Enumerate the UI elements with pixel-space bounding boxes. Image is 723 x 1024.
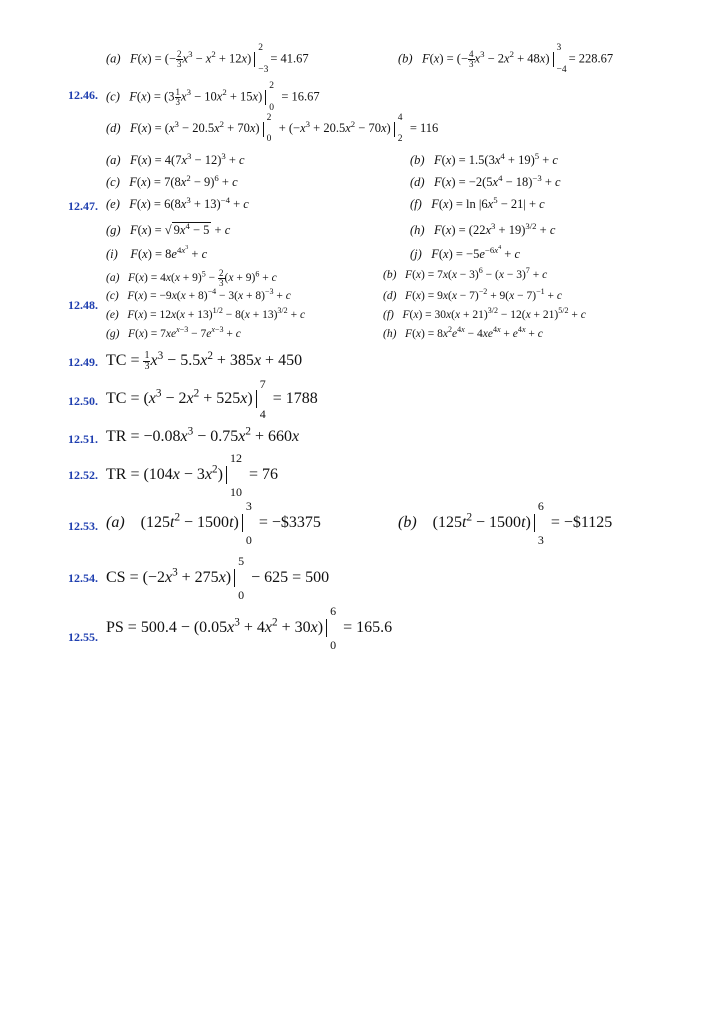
answer-12-52: TR = $(104x - 3x^2)$ 12 10 = 76 bbox=[106, 451, 278, 500]
answer-12-55: PS = $500.4 - (0.05x^3 + 4x^2 + 30x)$ 6 0 = 165.6 bbox=[106, 604, 393, 653]
answer-12-50: TC = $(x^3 - 2x^2 + 525x)$ 7 4 = 1788 bbox=[106, 377, 318, 422]
answer-12-46-d: (d) $F(x) = (x^3 - 20.5x^2 + 70x)$ 2 0 + $(-x^3 + 20.5x^2 - 70x)$ 4 2 = 116 bbox=[106, 112, 439, 145]
problem-number: 12.46. bbox=[68, 88, 98, 102]
answer-12-47-b: (b) $F(x) = 1.5(3x^4 + 19)^5 + c$ bbox=[410, 150, 558, 167]
problem-number: 12.47. bbox=[68, 199, 98, 213]
problem-number: 12.50. bbox=[68, 394, 98, 408]
eval-bar: 2 0 bbox=[263, 122, 276, 137]
answer-12-46-b: (b) F(x) = (− $\frac{4}{3}$ $x^3 - 2x^2 + 48x$) 3 −4 = 228.67 bbox=[398, 43, 614, 75]
problem-number: 12.49. bbox=[68, 355, 98, 369]
problem-number: 12.52. bbox=[68, 468, 98, 482]
eval-bar: 3 0 bbox=[242, 514, 255, 532]
eval-bar: 2 0 bbox=[265, 90, 278, 105]
eval-bar: 6 0 bbox=[326, 619, 339, 637]
answer-12-48-f: (f) $F(x) = 30x(x + 21)^{3/2} - 12(x + 21)^{5/2} + c$ bbox=[383, 306, 586, 321]
answer-12-54: CS = $(-2x^3 + 275x)$ 5 0 − 625 = 500 bbox=[106, 554, 330, 603]
eval-bar: 12 10 bbox=[226, 466, 245, 484]
answer-12-49: TC = $\frac{1}{3}$ $x^3 - 5.5x^2 + 385x + 450$ bbox=[106, 349, 303, 372]
answer-12-46-c: (c) F(x) = (3 $\frac{1}{3}$ $x^3 - 10x^2 + 15x$) 2 0 = 16.67 bbox=[106, 81, 320, 113]
eval-bar: 4 2 bbox=[394, 122, 407, 137]
eval-bar: 7 4 bbox=[256, 390, 269, 408]
answer-12-53-b: (b) $(125t^2 - 1500t)$ 6 3 = −$1125 bbox=[398, 499, 613, 548]
answer-12-47-c: (c) $F(x) = 7(8x^2 - 9)^6 + c$ bbox=[106, 172, 238, 189]
answer-12-53-a: (a) $(125t^2 - 1500t)$ 3 0 = −$3375 bbox=[106, 499, 321, 548]
eval-bar: 5 0 bbox=[234, 569, 247, 587]
eval-bar: 6 3 bbox=[534, 514, 547, 532]
problem-number: 12.54. bbox=[68, 571, 98, 585]
answer-12-47-e: (e) $F(x) = 6(8x^3 + 13)^{-4} + c$ bbox=[106, 194, 249, 211]
problem-number: 12.48. bbox=[68, 298, 98, 312]
problem-number: 12.51. bbox=[68, 432, 98, 446]
eval-bar: 2 −3 bbox=[254, 52, 267, 67]
answer-12-48-g: (g) $F(x) = 7xe^{x-3} - 7e^{x-3} + c$ bbox=[106, 325, 241, 340]
eval-bar: 3 −4 bbox=[553, 52, 566, 67]
problem-number: 12.55. bbox=[68, 630, 98, 644]
answer-12-47-a: (a) $F(x) = 4(7x^3 - 12)^3 + c$ bbox=[106, 150, 245, 167]
answer-12-47-f: (f) $F(x) = \ln |6x^5 - 21| + c$ bbox=[410, 194, 545, 211]
answer-12-47-j: (j) $F(x) = -5e^{-6x^4} + c$ bbox=[410, 244, 521, 261]
answer-12-46-a: (a) F(x) = (− $\frac{2}{3}$ $x^3 - x^2 + 12x$) 2 −3 = 41.67 bbox=[106, 43, 309, 75]
problem-number: 12.53. bbox=[68, 519, 98, 533]
answer-12-48-c: (c) $F(x) = -9x(x + 8)^{-4} - 3(x + 8)^{-3} + c$ bbox=[106, 287, 291, 302]
answer-12-48-e: (e) $F(x) = 12x(x + 13)^{1/2} - 8(x + 13)^{3/2} + c$ bbox=[106, 306, 306, 321]
answer-12-48-a: (a) $F(x) = 4x(x + 9)^5$ − $\frac{2}{3}$ $(x + 9)^6 + c$ bbox=[106, 268, 277, 288]
answer-12-47-h: (h) $F(x) = (22x^3 + 19)^{3/2} + c$ bbox=[410, 220, 556, 237]
answer-12-51: TR = $-0.08x^3 - 0.75x^2 + 660x$ bbox=[106, 425, 300, 445]
answer-12-48-d: (d) $F(x) = 9x(x - 7)^{-2} + 9(x - 7)^{-1} + c$ bbox=[383, 287, 562, 302]
answer-12-47-d: (d) $F(x) = -2(5x^4 - 18)^{-3} + c$ bbox=[410, 172, 561, 189]
answer-12-47-g: (g) F(x) = √ $9x^4 - 5 + c$ bbox=[106, 220, 231, 237]
answer-12-48-h: (h) $F(x) = 8x^2e^{4x} - 4xe^{4x} + e^{4x} + c$ bbox=[383, 325, 543, 340]
answer-12-47-i: (i) $F(x) = 8e^{4x^3} + c$ bbox=[106, 244, 208, 261]
answer-12-48-b: (b) $F(x) = 7x(x - 3)^6 - (x - 3)^7 + c$ bbox=[383, 266, 548, 281]
